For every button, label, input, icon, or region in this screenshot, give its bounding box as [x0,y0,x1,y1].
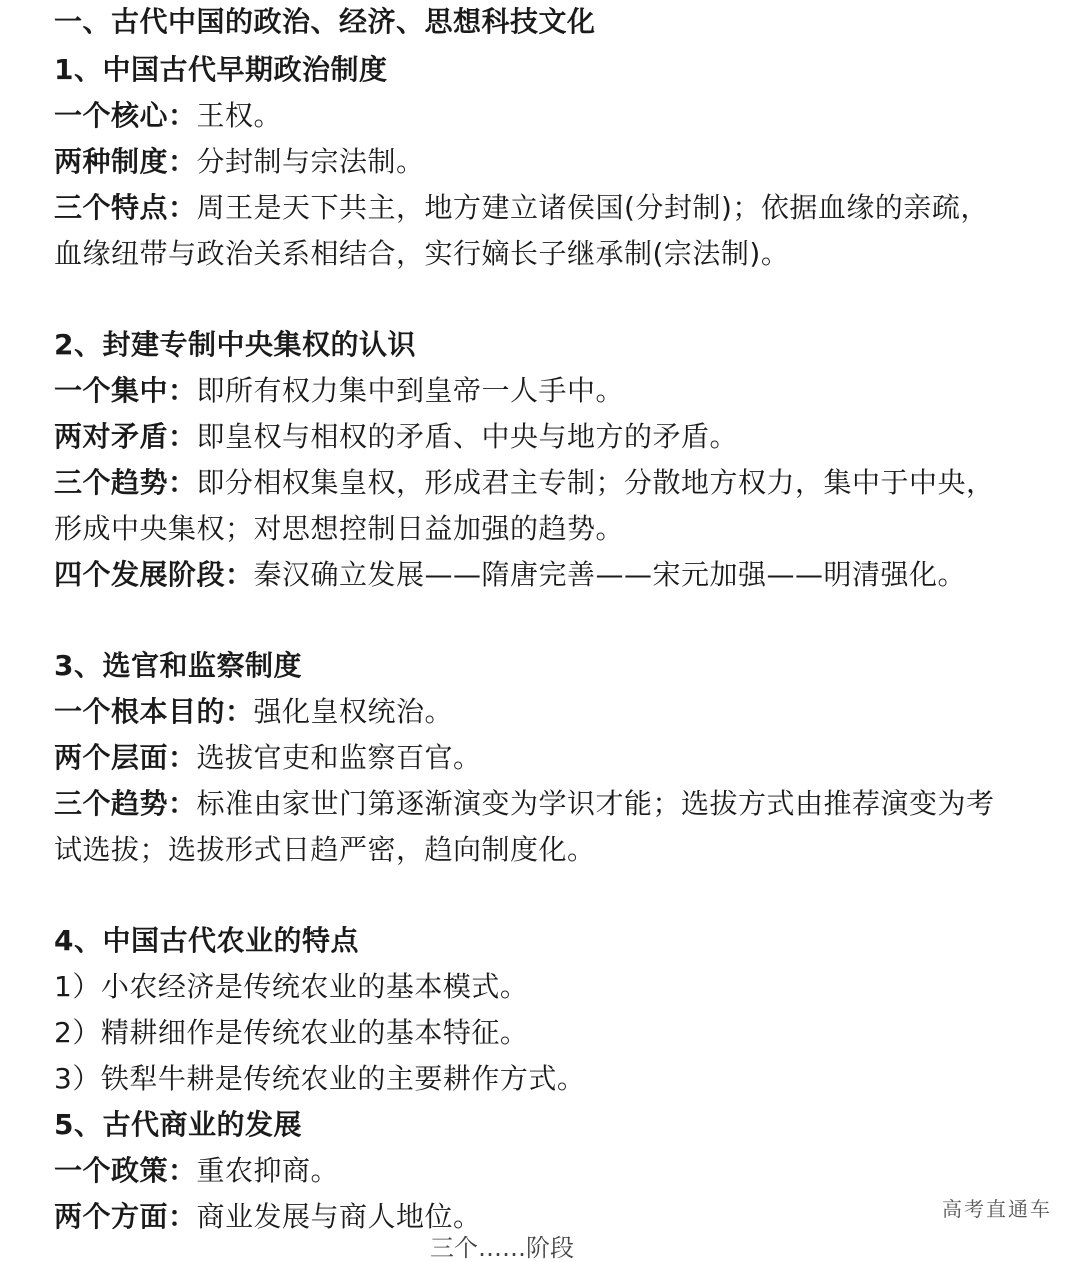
section-1-line-1 [54,96,282,136]
line-text: 分封制与宗法制。 [196,145,425,178]
line-label: 两个方面： [54,1200,197,1233]
line-text: 秦汉确立发展——隋唐完善——宋元加强——明清强化。 [253,558,967,591]
line-label: 两对矛盾： [54,420,197,453]
section-4-item-3: 3）铁犁牛耕是传统农业的主要耕作方式。 [54,1062,586,1095]
section-3-line-3 [54,784,995,824]
watermark: 高考直通车 [942,1197,1052,1221]
line-text: 商业发展与商人地位。 [196,1200,482,1233]
line-label: 两种制度： [54,145,197,178]
line-label: 三个趋势： [54,466,197,499]
line-label: 一个根本目的： [54,695,254,728]
line-label: 一个核心： [54,99,197,132]
section-1-line-3 [54,188,989,228]
line-text: 重农抑商。 [196,1154,340,1187]
section-3-heading: 3、选官和监察制度 [54,649,302,682]
line-text: 即分相权集皇权，形成君主专制；分散地方权力，集中于中央， [196,466,995,499]
section-2-line-4 [54,555,966,595]
line-label: 四个发展阶段： [54,558,254,591]
section-4-item-2: 2）精耕细作是传统农业的基本特征。 [54,1016,529,1049]
cutoff-text-line [430,1234,630,1262]
line-text: 王权。 [196,99,283,132]
section-3-line-2 [54,738,482,778]
section-5-line-1 [54,1151,339,1191]
line-label: 两个层面： [54,741,197,774]
line-text: 即皇权与相权的矛盾、中央与地方的矛盾。 [196,420,739,453]
section-2-line-3-cont: 形成中央集权；对思想控制日益加强的趋势。 [54,512,625,545]
line-text: 强化皇权统治。 [253,695,454,728]
section-1-line-3-cont: 血缘纽带与政治关系相结合，实行嫡长子继承制(宗法制)。 [54,237,790,270]
line-label: 一个政策： [54,1154,197,1187]
line-label: 三个趋势： [54,787,197,820]
document-title: 一、古代中国的政治、经济、思想科技文化 [54,5,596,38]
line-text: 即所有权力集中到皇帝一人手中。 [196,374,625,407]
section-2-line-3 [54,463,995,503]
section-3-line-1 [54,692,453,732]
line-label: 一个集中： [54,374,197,407]
line-text: 周王是天下共主，地方建立诸侯国(分封制)；依据血缘的亲疏， [196,191,989,224]
line-label: 三个特点： [54,191,197,224]
line-text: 选拔官吏和监察百官。 [196,741,482,774]
cutoff-text: 三个……阶段 [430,1234,574,1262]
section-2-line-2 [54,417,738,457]
section-1-line-2 [54,142,425,182]
section-3-line-3-cont: 试选拔；选拔形式日趋严密，趋向制度化。 [54,833,596,866]
section-5-heading: 5、古代商业的发展 [54,1108,302,1141]
section-1-heading: 1、中国古代早期政治制度 [54,53,388,86]
section-2-heading: 2、封建专制中央集权的认识 [54,328,416,361]
section-5-line-2 [54,1197,482,1237]
section-4-heading: 4、中国古代农业的特点 [54,924,359,957]
section-2-line-1 [54,371,624,411]
line-text: 标准由家世门第逐渐演变为学识才能；选拔方式由推荐演变为考 [196,787,995,820]
section-4-item-1: 1）小农经济是传统农业的基本模式。 [54,970,529,1003]
